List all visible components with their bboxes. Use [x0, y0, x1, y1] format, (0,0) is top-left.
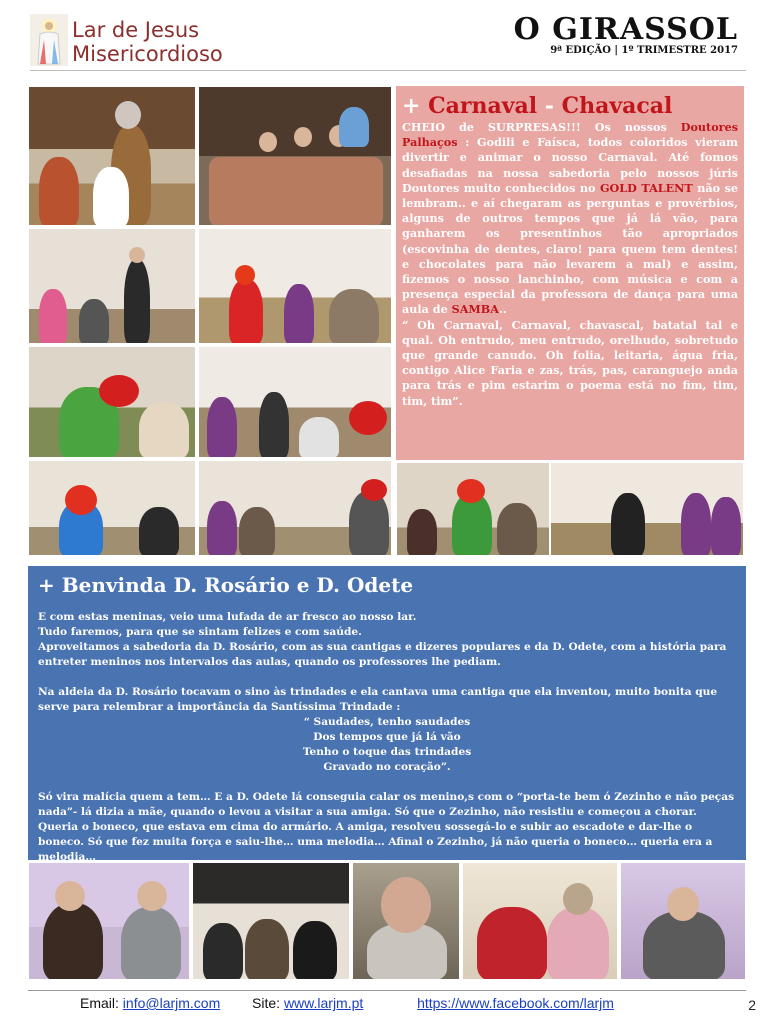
- doutores-palhacos-highlight: Doutores Palhaços: [402, 120, 738, 150]
- org-name-line1: Lar de Jesus: [72, 18, 200, 42]
- photo-carnaval-3: [28, 228, 196, 344]
- footer: [80, 995, 614, 1011]
- carnaval-text: ..: [498, 302, 507, 317]
- carnaval-text: não se lembram.. e aí chegaram as perguntas e provérbios, alguns de outros tempos que já lá vão, para ganharem os presentinhos tão apropriados (escovinha de dentes, claro! para quem tem dentes! e chocolates para não levarem a mal) e assim, fizemos o nosso lanchinho, com música e com a presença especial da professora de dança para uma aula de: [402, 180, 738, 317]
- page-number: 2: [748, 997, 756, 1013]
- photo-carnaval-1: [28, 86, 196, 226]
- org-name: [72, 18, 223, 66]
- photo-carnaval-2: [198, 86, 392, 226]
- carnaval-title-b: Chavacal: [561, 93, 673, 119]
- photo-residents-2: [192, 862, 350, 980]
- photo-residents-4: [462, 862, 618, 980]
- carnaval-title-dash: -: [544, 93, 554, 119]
- gold-talent-highlight: GOLD TALENT: [600, 180, 693, 195]
- samba-highlight: SAMBA: [451, 302, 499, 317]
- benvinda-line-5: Só vira malícia quem a tem… E a D. Odete lá conseguia calar os menino,s com o “porta-te bem ó Zezinho e não peças nada”- lá dizia a mãe, quando o levou a visitar a sua amiga. Só que o Zezinho, não resistiu e começou a chorar. Queria o boneco, que estava em cima do armário. A amiga, resolveu sossegá-lo e subir ao escadote e dar-lhe o boneco. Só que fez muita força e saiu-lhe… uma melodia… Afinal o Zezinho, já não queria o boneco… queria era a melodia…: [38, 791, 735, 863]
- site-label: Site:: [252, 995, 281, 1011]
- carnaval-title-plus: +: [402, 93, 421, 119]
- org-name-line2: Misericordioso: [72, 42, 223, 66]
- masthead: [514, 12, 738, 56]
- email-label: Email:: [80, 995, 119, 1011]
- edition-info: 9ª EDIÇÃO | 1º TRIMESTRE 2017: [550, 45, 738, 56]
- benvinda-line-2: Tudo faremos, para que se sintam felizes e com saúde.: [38, 626, 362, 638]
- photo-carnaval-7: [28, 460, 196, 556]
- carnaval-text: CHEIO de SURPRESAS!!! Os nossos: [402, 120, 681, 134]
- poem-line: “ Saudades, tenho saudades: [303, 716, 471, 728]
- carnaval-poem: “ Oh Carnaval, Carnaval, chavascal, batatal tal e qual. Oh entrudo, meu entrudo, orelhudo, sobretudo que grande canudo. Oh folia, leitaria, água fria, contigo Alice Faria e zas, trás, pas, caranguejo anda para trás e pim estarim o poema está no fim, tim, tim, tim”.: [402, 317, 738, 408]
- site-link[interactable]: www.larjm.pt: [283, 995, 364, 1011]
- poem-line: Gravado no coração”.: [323, 761, 451, 773]
- newsletter-title: O GIRASSOL: [513, 12, 738, 47]
- benvinda-title: + Benvinda D. Rosário e D. Odete: [38, 573, 414, 597]
- email-link[interactable]: info@larjm.com: [122, 995, 221, 1011]
- photo-carnaval-4: [198, 228, 392, 344]
- photo-residents-1: [28, 862, 190, 980]
- carnaval-paragraph-1: [402, 120, 738, 318]
- footer-divider: [28, 990, 746, 991]
- photo-carnaval-8: [198, 460, 392, 556]
- header-divider: [30, 70, 746, 71]
- carnaval-article: [396, 86, 744, 460]
- photo-carnaval-5: [28, 346, 196, 458]
- photo-carnaval-6: [198, 346, 392, 458]
- poem-line: Dos tempos que já lá vão: [313, 731, 461, 743]
- carnaval-text: : Godili e Faísca, todos coloridos vieram divertir e animar o nosso Carnaval. Até fomos desafiadas na nossa sabedoria pelo nossos júris Doutores muito conhecidos no: [402, 135, 738, 195]
- photo-carnaval-9: [396, 462, 550, 556]
- benvinda-line-3: Aproveitamos a sabedoria da D. Rosário, com as sua cantigas e dizeres populares e da D. Odete, com a história para entreter meninos nos intervalos das aulas, quando os professores lhe pediam.: [38, 641, 727, 668]
- facebook-link[interactable]: https://www.facebook.com/larjm: [417, 995, 614, 1011]
- carnaval-title-a: Carnaval: [428, 93, 538, 119]
- photo-residents-5: [620, 862, 746, 980]
- carnaval-title: [402, 92, 738, 120]
- benvinda-line-4: Na aldeia da D. Rosário tocavam o sino às trindades e ela cantava uma cantiga que ela inventou, muito bonita que serve para relembrar a importância da Santíssima Trindade :: [38, 686, 718, 713]
- benvinda-line-1: E com estas meninas, veio uma lufada de ar fresco ao nosso lar.: [38, 611, 417, 623]
- benvinda-article: [28, 566, 746, 863]
- poem-line: Tenho o toque das trindades: [302, 746, 472, 758]
- jesus-logo-icon: [30, 14, 68, 66]
- photo-carnaval-10: [550, 462, 744, 556]
- photo-residents-3: [352, 862, 460, 980]
